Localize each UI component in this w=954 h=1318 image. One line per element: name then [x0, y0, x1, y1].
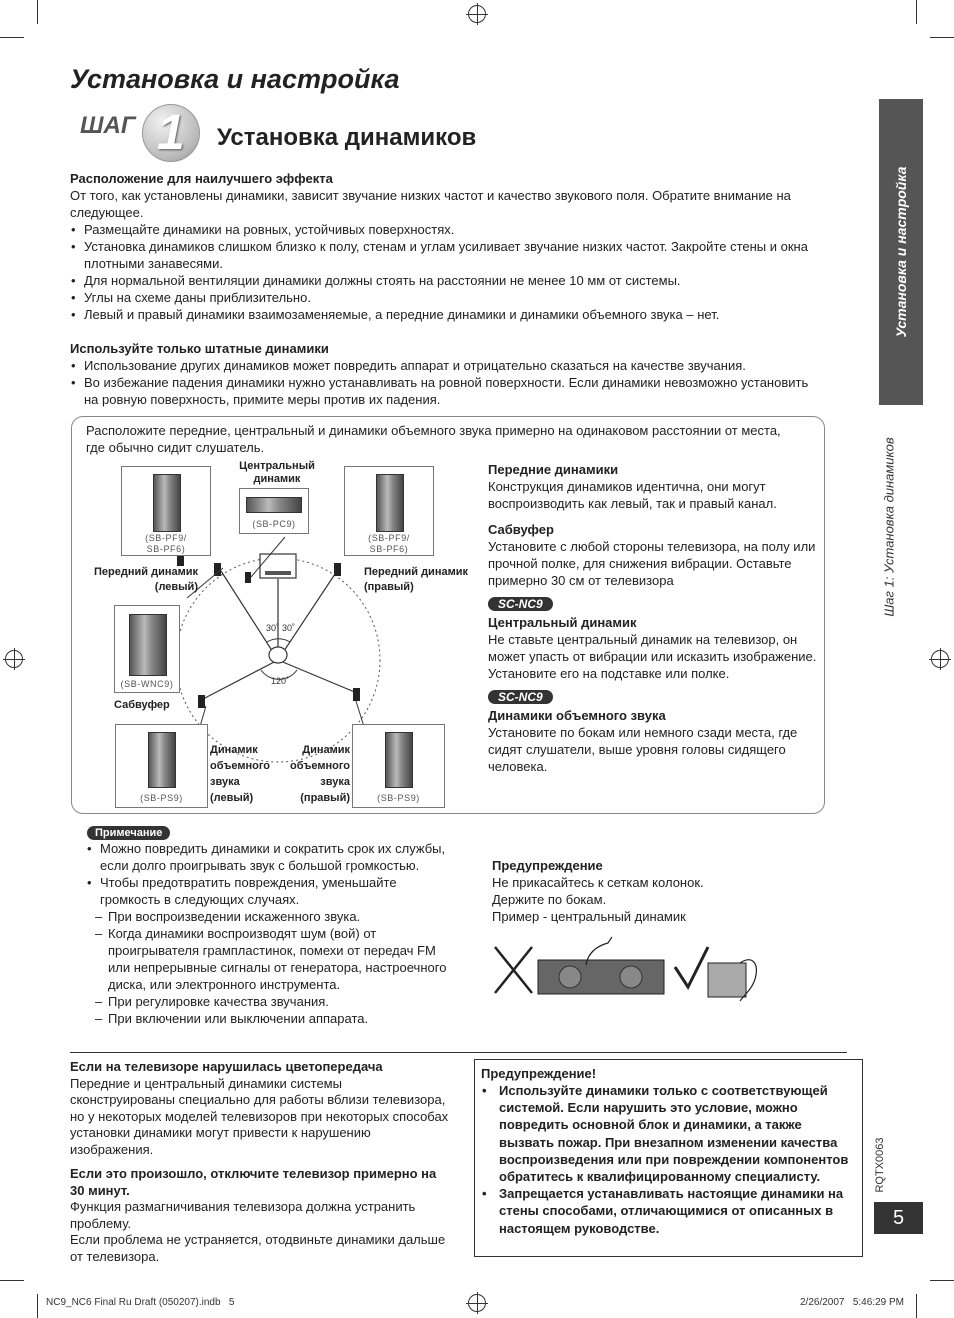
center-speaker-label: Центральный динамик [239, 460, 315, 485]
model-tag-text: SC-NC9 [488, 690, 553, 704]
front-right-marker [334, 563, 341, 576]
list-item: • Установка динамиков слишком близко к полу, стенам и углам усиливает звучание низких частот. Закройте стены и окна плотными занавесями. [70, 238, 820, 272]
center-text-2: Установите его на подставке или полке. [488, 666, 730, 681]
doc-code: RQTX0063 [874, 1137, 886, 1193]
surround-left-label: Динамик объемного звука (левый) [210, 744, 271, 804]
side-sub-label: Шаг 1: Установка динамиков [881, 437, 897, 617]
surround-left-speaker-model: (SB-PS9) [140, 793, 183, 803]
note-section [86, 840, 451, 1027]
angle-label-120: 120˚ [271, 676, 290, 686]
list-item: • Левый и правый динамики взаимозаменяемые, а передние динамики и динамики объемного звука – нет. [70, 306, 820, 323]
angle-label-30-right: 30˚ [282, 623, 296, 633]
warning-box [474, 1059, 863, 1257]
surround-right-label: Динамик объемного звука (правый) [289, 744, 350, 804]
surround-text: Установите по бокам или немного сзади места, где сидят слушатели, выше уровня головы сидящего человека. [488, 725, 798, 774]
tv-stand-icon [265, 571, 291, 575]
center-speaker-image [239, 488, 309, 534]
subwoofer-text: Установите с любой стороны телевизора, на полу или прочной полке, для снижения вибрации. Оставьте примерно 30 см от телевизора [488, 539, 816, 588]
center-speaker-model: (SB-PC9) [252, 519, 296, 529]
tv-heading-2: Если это произошло, отключите телевизор примерно на 30 минут. [70, 1166, 437, 1198]
section-title: Установка и настройка [70, 64, 400, 94]
tv-heading: Если на телевизоре нарушилась цветопередача [70, 1059, 383, 1074]
subwoofer-label: Сабвуфер [114, 699, 170, 711]
footer-file: NC9_NC6 Final Ru Draft (050207).indb 5 [46, 1297, 235, 1308]
step-number: 1 [157, 104, 185, 160]
list-item: • Для нормальной вентиляции динамики должны стоять на расстоянии не менее 10 мм от системы. [70, 272, 820, 289]
angle-label-30-left: 30˚ [266, 623, 280, 633]
list-item: • Используйте динамики только с соответствующей системой. Если нарушить это условие, можно повредить основной блок и динамики, а также вызвать пожар. При внезапном изменении качества воспроизведения или при повреждении компонентов обратитесь к квалифицированному специалисту. [481, 1082, 856, 1185]
caution-line: Держите по бокам. [492, 892, 607, 907]
tv-text: Передние и центральный динамики системы сконструированы специально для работы вблизи телевизора, но у некоторых моделей телевизоров при некоторых способах установки динамики могут привести к нарушению изображения. [70, 1075, 449, 1157]
front-left-speaker-body [153, 474, 181, 532]
front-text: Конструкция динамиков идентична, они могут воспроизводить как левый, так и правый канал. [488, 479, 777, 511]
registration-mark-icon [5, 650, 23, 668]
registration-mark-icon [468, 1294, 486, 1312]
handling-illustration [490, 935, 790, 1005]
center-text: Не ставьте центральный динамик на телевизор, он может упасть от вибрации или исказить изображение. [488, 632, 817, 664]
list-item: • Чтобы предотвратить повреждения, уменьшайте громкость в следующих случаях. [86, 874, 451, 908]
surround-right-marker [353, 688, 360, 701]
model-tag [488, 595, 818, 612]
center-speaker-right [708, 963, 746, 997]
front-left-speaker-image [121, 466, 211, 556]
registration-mark-icon [468, 5, 486, 23]
list-item: • Во избежание падения динамики нужно устанавливать на ровной поверхности. Если динамики невозможно установить на ровную поверхность, примите меры против их падения. [70, 374, 820, 408]
placement-intro: От того, как установлены динамики, зависит звучание низких частот и качество звукового поля. Обратите внимание на следующее. [70, 188, 791, 220]
subwoofer-model: (SB-WNC9) [120, 679, 174, 689]
registration-mark-icon [931, 650, 949, 668]
list-item: – При воспроизведении искаженного звука. [95, 908, 451, 925]
list-item: • Запрещается устанавливать настоящие динамики на стены способами, отличающимися от описанных в настоящем руководстве. [481, 1185, 856, 1237]
caution-line: Пример - центральный динамик [492, 909, 686, 924]
list-item: – При включении или выключении аппарата. [95, 1010, 451, 1027]
surround-left-speaker-body [148, 732, 176, 788]
surround-left-marker [198, 695, 205, 708]
front-right-speaker-body [376, 474, 404, 532]
center-speaker-body [246, 497, 302, 513]
surround-left-line [203, 660, 278, 699]
list-item: • Углы на схеме даны приблизительно. [70, 289, 820, 306]
page-number [874, 1202, 923, 1234]
caution-line: Не прикасайтесь к сеткам колонок. [492, 875, 704, 890]
subwoofer-heading: Сабвуфер [488, 522, 554, 537]
placement-section [70, 170, 820, 323]
list-item: • Можно повредить динамики и сократить срок их службы, если долго проигрывать звук с большой громкостью. [86, 840, 451, 874]
warning-list [481, 1082, 856, 1237]
note-badge [87, 823, 170, 841]
side-tab [879, 99, 923, 405]
model-tag [488, 688, 818, 705]
front-right-line [278, 571, 337, 660]
check-icon [675, 947, 708, 987]
front-right-speaker-image [344, 466, 434, 556]
tv-text-2: Функция размагничивания телевизора должна устранить проблему. [70, 1199, 416, 1231]
placement-heading: Расположение для наилучшего эффекта [70, 171, 333, 186]
standard-section [70, 340, 820, 408]
center-speaker-wrong [538, 960, 664, 994]
list-item: • Использование других динамиков может повредить аппарат и отрицательно сказаться на качестве звучания. [70, 357, 820, 374]
cross-icon [495, 947, 532, 993]
page-number-text: 5 [892, 1207, 905, 1229]
warning-heading: Предупреждение! [481, 1066, 597, 1081]
surround-left-speaker-image [115, 724, 208, 808]
front-heading: Передние динамики [488, 462, 619, 477]
step-word: ШАГ [80, 112, 136, 139]
surround-right-speaker-image [352, 724, 445, 808]
list-item: – При регулировке качества звучания. [95, 993, 451, 1010]
list-item: • Размещайте динамики на ровных, устойчивых поверхностях. [70, 221, 820, 238]
surround-right-speaker-model: (SB-PS9) [377, 793, 420, 803]
divider [70, 1052, 847, 1053]
diagram-intro: Расположите передние, центральный и динамики объемного звука примерно на одинаковом расстоянии от места, где обычно сидит слушатель. [86, 423, 781, 455]
front-right-label: Передний динамик (правый) [364, 566, 468, 593]
surround-right-speaker-body [385, 732, 413, 788]
center-marker [245, 572, 251, 583]
front-left-label: Передний динамик (левый) [94, 566, 198, 593]
front-left-line [221, 571, 278, 660]
subwoofer-image [114, 605, 180, 693]
standard-heading: Используйте только штатные динамики [70, 341, 329, 356]
center-heading: Центральный динамик [488, 615, 637, 630]
tv-section [70, 1059, 450, 1265]
diagram-notes [488, 461, 818, 775]
subwoofer-body [129, 614, 167, 676]
tv-text-3: Если проблема не устраняется, отодвиньте динамики дальше от телевизора. [70, 1232, 446, 1264]
step-title: Установка динамиков [217, 124, 477, 151]
listener-icon [269, 647, 287, 663]
footer-date: 2/26/2007 5:46:29 PM [800, 1297, 904, 1308]
front-right-speaker-model: (SB-PF9/ SB-PF6) [368, 533, 410, 554]
step-number-badge [142, 104, 200, 162]
front-left-speaker-model: (SB-PF9/ SB-PF6) [145, 533, 187, 554]
model-tag-text: SC-NC9 [488, 597, 553, 611]
caution-heading: Предупреждение [492, 858, 603, 873]
note-badge-text: Примечание [87, 826, 170, 840]
surround-heading: Динамики объемного звука [488, 708, 666, 723]
side-tab-label: Установка и настройка [893, 166, 909, 338]
list-item: – Когда динамики воспроизводят шум (вой) от проигрывателя грампластинок, помехи от передач FM или непрерывные сигналы от генератора, настроечного диска, или электронного инструмента. [95, 925, 451, 993]
caution-section [492, 857, 822, 925]
